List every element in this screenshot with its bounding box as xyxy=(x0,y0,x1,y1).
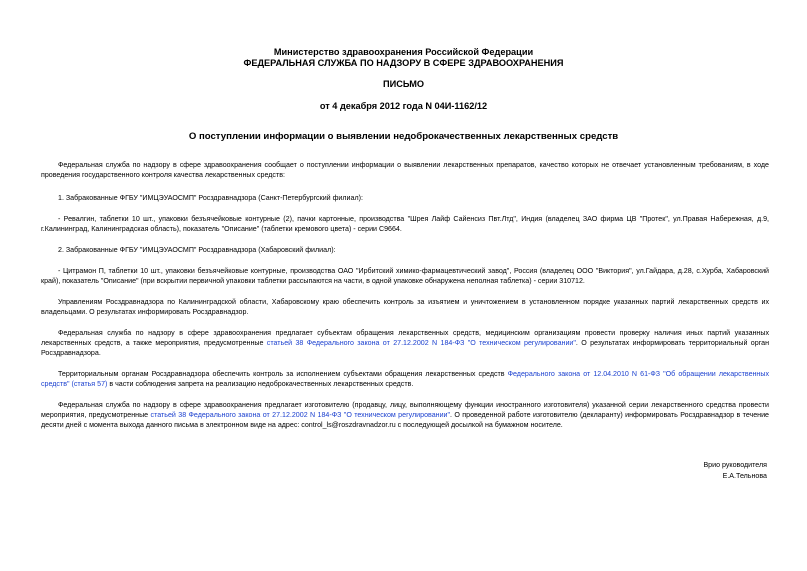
paragraph-intro: Федеральная служба по надзору в сфере здравоохранения сообщает о поступлении информации о выявлении лекарственных препаратов, качество которых не отвечает установленным требованиям, в ходе проведения государственного контроля качества лекарственных средств: xyxy=(41,161,769,180)
paragraph-text: Федеральная служба по надзору в сфере здравоохранения предлагает субъектам обращения лекарственных средств, медицинским организациям провести проверку наличия иных партий указанных лекарственных средств, а также мероприятия, предусмотренные xyxy=(41,329,769,348)
paragraph-text: . О проведенной работе изготовителю (декларанту) информировать Росздравнадзор в течение десяти дней с момента выхода данного письма в электронном виде на адрес: control_ls@roszdravnadzor.ru с последующей досылкой на бумажном носителе. xyxy=(41,411,770,430)
document-type: ПИСЬМО xyxy=(382,79,425,89)
paragraph-item-1-detail: - Ревалгин, таблетки 10 шт., упаковки безъячейковые контурные (2), пачки картонные, производства "Шрея Лайф Сайенсиз Пвт.Лтд", Индия (владелец ЗАО фирма ЦВ "Протек", ул.Правая Набережная, д.9, г.Калининград, Калининградская область), показатель "Описание" (таблетки кремового цвета) - серии С9664. xyxy=(41,215,769,234)
paragraph-control-instruction: Управлениям Росздравнадзора по Калининградской области, Хабаровскому краю обеспечить контроль за изъятием и уничтожением в установленном порядке указанных партий лекарственных средств их владельцами. О результатах информировать Росздравнадзор. xyxy=(41,298,769,317)
paragraph-territorial-control xyxy=(41,369,769,389)
law-184-link[interactable]: статьей 38 Федерального закона от 27.12.2002 N 184-ФЗ "О техническом регулировании" xyxy=(266,339,576,348)
document-title: О поступлении информации о выявлении недоброкачественных лекарственных средств xyxy=(188,131,619,142)
paragraph-item-2-detail: - Цитрамон П, таблетки 10 шт., упаковки безъячейковые контурные, производства ОАО "Ирбитский химико-фармацевтический завод", Россия (владелец ООО "Виктория", ул.Гайдара, д.28, с.Хурба, Хабаровский край), показатель "Описание" (при вскрытии первичной упаковки таблетки рассыпаются на части, в одной упаковке обнаружена неполная таблетка) - серии 310712. xyxy=(41,267,769,286)
paragraph-text: в части соблюдения запрета на реализацию недоброкачественных лекарственных средств. xyxy=(107,380,414,389)
service-name: ФЕДЕРАЛЬНАЯ СЛУЖБА ПО НАДЗОРУ В СФЕРЕ ЗДРАВООХРАНЕНИЯ xyxy=(243,58,564,68)
signatory-position: Врио руководителя xyxy=(703,461,767,469)
paragraph-text: Территориальным органам Росздравнадзора обеспечить контроль за исполнением субъектами обращения лекарственных средств xyxy=(58,370,508,378)
signature-block xyxy=(703,460,767,482)
paragraph-subjects-check xyxy=(41,328,769,359)
document-date-number: от 4 декабря 2012 года N 04И-1162/12 xyxy=(319,101,488,111)
paragraph-item-1-header: 1. Забракованные ФГБУ "ИМЦЭУАОСМП" Росздравнадзора (Санкт-Петербургский филиал): xyxy=(58,194,363,202)
paragraph-text: Федеральная служба по надзору в сфере здравоохранения предлагает изготовителю (продавцу, лицу, выполняющему функции иностранного изготовителя) указанной серии лекарственного средства провести мероприятия, предусмотренные xyxy=(41,401,769,420)
paragraph-manufacturer xyxy=(41,400,769,431)
law-61-link[interactable]: Федерального закона от 12.04.2010 N 61-ФЗ "Об обращении лекарственных средств" xyxy=(41,370,769,389)
law-184-link-2[interactable]: статьей 38 Федерального закона от 27.12.2002 N 184-ФЗ "О техническом регулировании" xyxy=(150,411,451,420)
paragraph-item-2-header: 2. Забракованные ФГБУ "ИМЦЭУАОСМП" Росздравнадзора (Хабаровский филиал): xyxy=(58,246,336,254)
article-57-link[interactable]: (статья 57) xyxy=(71,380,108,389)
ministry-name: Министерство здравоохранения Российской Федерации xyxy=(273,47,534,57)
paragraph-text: . О результатах информировать территориальный орган Росздравнадзора. xyxy=(41,339,769,358)
signatory-name: Е.А.Тельнова xyxy=(722,472,767,480)
